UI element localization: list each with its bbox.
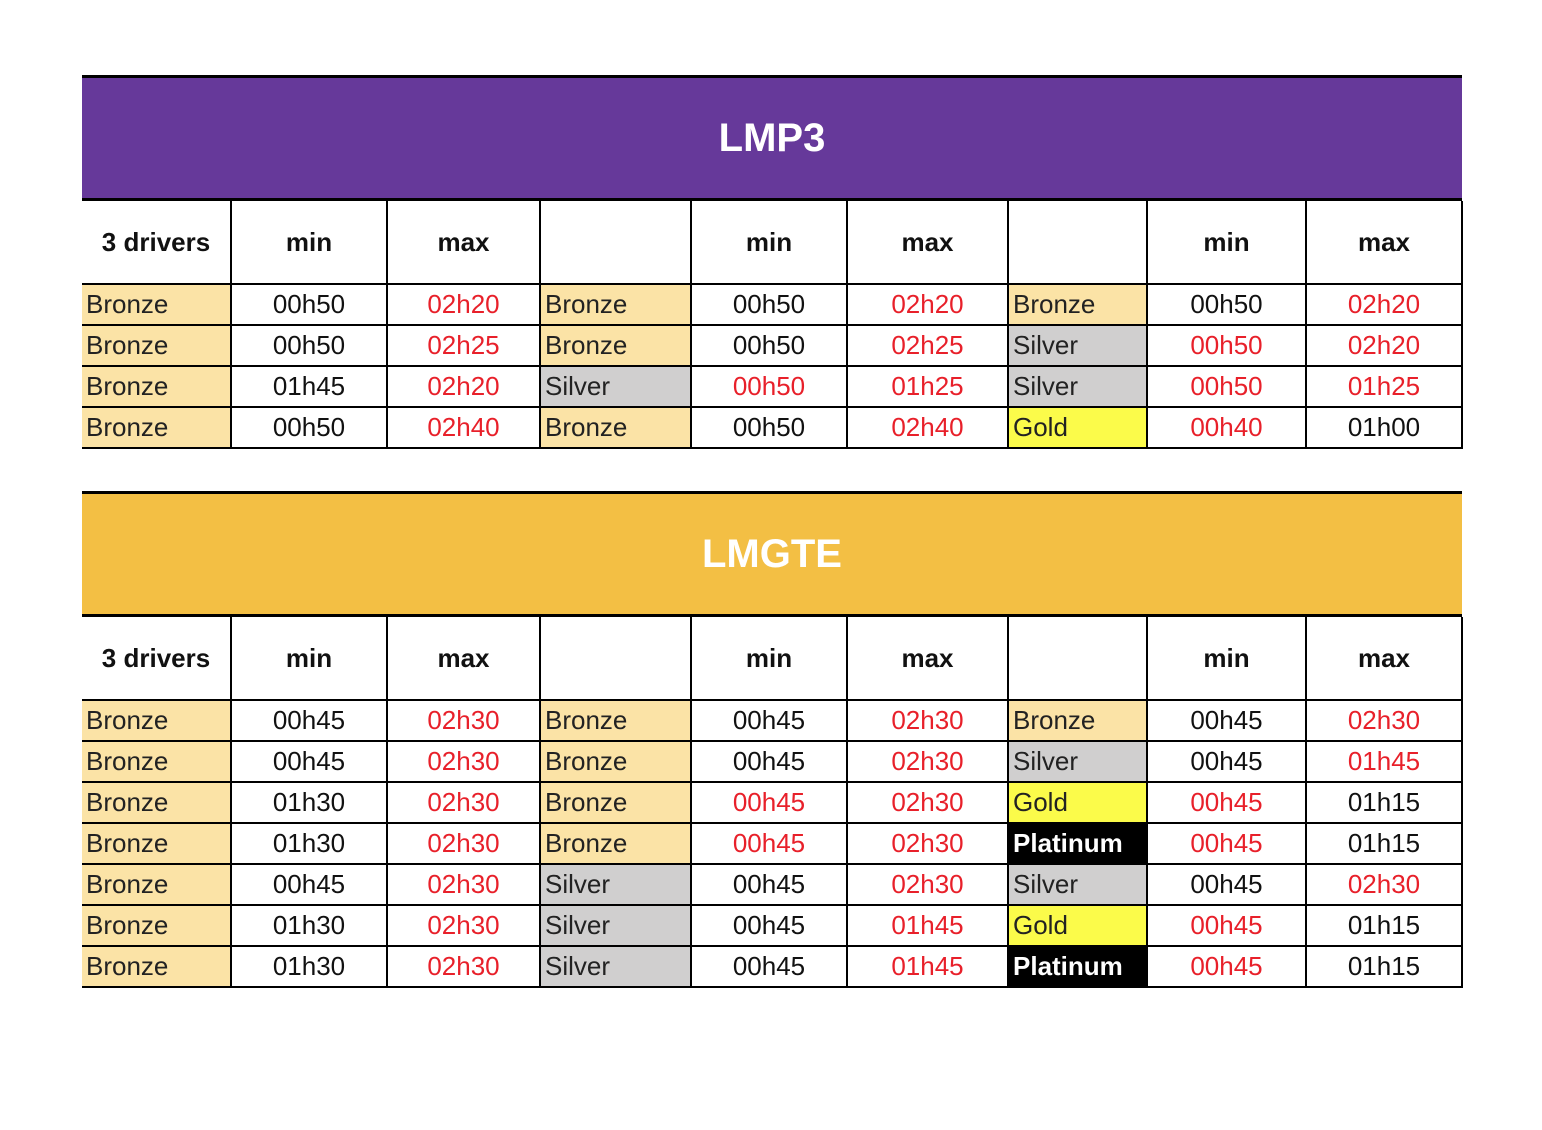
max-time-cell: 02h30	[1306, 864, 1462, 905]
min-time-cell: 00h45	[231, 864, 387, 905]
min-time-cell: 00h45	[691, 741, 847, 782]
column-header: max	[387, 201, 540, 284]
driver-category-cell: Silver	[540, 864, 691, 905]
max-time-cell: 01h15	[1306, 946, 1462, 987]
column-header	[1008, 201, 1147, 284]
min-time-cell: 00h50	[1147, 284, 1306, 325]
min-time-cell: 00h45	[691, 905, 847, 946]
driver-category-cell: Bronze	[82, 946, 231, 987]
min-time-cell: 00h50	[1147, 366, 1306, 407]
column-header: min	[231, 617, 387, 700]
driver-category-cell: Gold	[1008, 782, 1147, 823]
min-time-cell: 00h45	[231, 700, 387, 741]
max-time-cell: 02h20	[1306, 284, 1462, 325]
driver-category-cell: Bronze	[540, 700, 691, 741]
min-time-cell: 00h50	[1147, 325, 1306, 366]
lmgte-header-row	[82, 617, 1462, 700]
min-time-cell: 00h45	[1147, 905, 1306, 946]
driver-category-cell: Bronze	[1008, 700, 1147, 741]
driver-category-cell: Bronze	[82, 864, 231, 905]
driver-category-cell: Silver	[1008, 864, 1147, 905]
max-time-cell: 02h30	[1306, 700, 1462, 741]
driver-category-cell: Silver	[1008, 325, 1147, 366]
driver-category-cell: Bronze	[82, 284, 231, 325]
min-time-cell: 00h50	[231, 325, 387, 366]
column-header	[540, 617, 691, 700]
driver-category-cell: Platinum	[1008, 823, 1147, 864]
min-time-cell: 01h30	[231, 782, 387, 823]
driver-category-cell: Bronze	[540, 782, 691, 823]
table-row	[82, 782, 1462, 823]
column-header: max	[847, 617, 1008, 700]
lmp3-title: LMP3	[82, 75, 1462, 201]
lmp3-section	[82, 75, 1462, 449]
max-time-cell: 01h25	[847, 366, 1008, 407]
table-row	[82, 325, 1462, 366]
max-time-cell: 02h30	[387, 823, 540, 864]
column-header: 3 drivers	[82, 617, 231, 700]
max-time-cell: 02h40	[387, 407, 540, 448]
driver-category-cell: Bronze	[540, 325, 691, 366]
max-time-cell: 01h45	[847, 946, 1008, 987]
max-time-cell: 02h20	[847, 284, 1008, 325]
driver-category-cell: Platinum	[1008, 946, 1147, 987]
max-time-cell: 02h30	[847, 700, 1008, 741]
driver-category-cell: Bronze	[82, 782, 231, 823]
column-header: min	[1147, 617, 1306, 700]
min-time-cell: 00h50	[691, 284, 847, 325]
min-time-cell: 01h30	[231, 946, 387, 987]
column-header: min	[231, 201, 387, 284]
column-header: min	[1147, 201, 1306, 284]
min-time-cell: 00h50	[691, 325, 847, 366]
min-time-cell: 00h45	[1147, 782, 1306, 823]
min-time-cell: 00h45	[1147, 946, 1306, 987]
min-time-cell: 00h45	[231, 741, 387, 782]
driver-category-cell: Silver	[540, 946, 691, 987]
lmgte-table	[82, 617, 1463, 988]
driver-category-cell: Bronze	[1008, 284, 1147, 325]
max-time-cell: 01h00	[1306, 407, 1462, 448]
max-time-cell: 02h30	[387, 782, 540, 823]
lmp3-header-row	[82, 201, 1462, 284]
table-row	[82, 823, 1462, 864]
driver-category-cell: Silver	[540, 366, 691, 407]
driver-category-cell: Silver	[540, 905, 691, 946]
max-time-cell: 02h20	[1306, 325, 1462, 366]
driver-category-cell: Bronze	[540, 407, 691, 448]
max-time-cell: 02h20	[387, 366, 540, 407]
max-time-cell: 02h30	[387, 905, 540, 946]
min-time-cell: 00h45	[691, 782, 847, 823]
column-header	[540, 201, 691, 284]
driver-category-cell: Bronze	[82, 741, 231, 782]
min-time-cell: 00h45	[1147, 700, 1306, 741]
column-header	[1008, 617, 1147, 700]
table-row	[82, 407, 1462, 448]
min-time-cell: 00h50	[231, 284, 387, 325]
column-header: 3 drivers	[82, 201, 231, 284]
lmp3-table	[82, 201, 1463, 449]
max-time-cell: 01h25	[1306, 366, 1462, 407]
min-time-cell: 00h50	[231, 407, 387, 448]
table-row	[82, 741, 1462, 782]
min-time-cell: 00h45	[1147, 864, 1306, 905]
max-time-cell: 02h25	[387, 325, 540, 366]
min-time-cell: 00h45	[691, 946, 847, 987]
max-time-cell: 02h30	[847, 741, 1008, 782]
driver-category-cell: Gold	[1008, 905, 1147, 946]
max-time-cell: 01h45	[847, 905, 1008, 946]
max-time-cell: 01h15	[1306, 905, 1462, 946]
driver-category-cell: Silver	[1008, 741, 1147, 782]
driver-category-cell: Bronze	[82, 407, 231, 448]
driver-category-cell: Bronze	[540, 823, 691, 864]
driver-category-cell: Bronze	[82, 823, 231, 864]
min-time-cell: 00h45	[691, 823, 847, 864]
max-time-cell: 01h45	[1306, 741, 1462, 782]
driver-category-cell: Gold	[1008, 407, 1147, 448]
max-time-cell: 01h15	[1306, 823, 1462, 864]
table-row	[82, 946, 1462, 987]
max-time-cell: 02h30	[847, 782, 1008, 823]
min-time-cell: 00h45	[1147, 823, 1306, 864]
lmgte-section	[82, 491, 1462, 988]
max-time-cell: 01h15	[1306, 782, 1462, 823]
max-time-cell: 02h30	[387, 741, 540, 782]
table-row	[82, 905, 1462, 946]
column-header: min	[691, 617, 847, 700]
table-row	[82, 366, 1462, 407]
max-time-cell: 02h30	[387, 946, 540, 987]
min-time-cell: 00h45	[691, 700, 847, 741]
driver-category-cell: Silver	[1008, 366, 1147, 407]
table-row	[82, 700, 1462, 741]
max-time-cell: 02h20	[387, 284, 540, 325]
driver-category-cell: Bronze	[82, 366, 231, 407]
min-time-cell: 00h40	[1147, 407, 1306, 448]
driver-category-cell: Bronze	[82, 325, 231, 366]
max-time-cell: 02h30	[847, 823, 1008, 864]
min-time-cell: 01h30	[231, 823, 387, 864]
min-time-cell: 01h45	[231, 366, 387, 407]
column-header: max	[1306, 201, 1462, 284]
min-time-cell: 00h50	[691, 366, 847, 407]
max-time-cell: 02h30	[387, 864, 540, 905]
min-time-cell: 00h45	[1147, 741, 1306, 782]
column-header: min	[691, 201, 847, 284]
max-time-cell: 02h30	[847, 864, 1008, 905]
driver-category-cell: Bronze	[82, 700, 231, 741]
min-time-cell: 00h45	[691, 864, 847, 905]
driver-category-cell: Bronze	[540, 741, 691, 782]
min-time-cell: 01h30	[231, 905, 387, 946]
min-time-cell: 00h50	[691, 407, 847, 448]
max-time-cell: 02h25	[847, 325, 1008, 366]
driver-category-cell: Bronze	[540, 284, 691, 325]
max-time-cell: 02h30	[387, 700, 540, 741]
column-header: max	[1306, 617, 1462, 700]
max-time-cell: 02h40	[847, 407, 1008, 448]
table-row	[82, 284, 1462, 325]
lmgte-title: LMGTE	[82, 491, 1462, 617]
driver-category-cell: Bronze	[82, 905, 231, 946]
column-header: max	[387, 617, 540, 700]
column-header: max	[847, 201, 1008, 284]
table-row	[82, 864, 1462, 905]
